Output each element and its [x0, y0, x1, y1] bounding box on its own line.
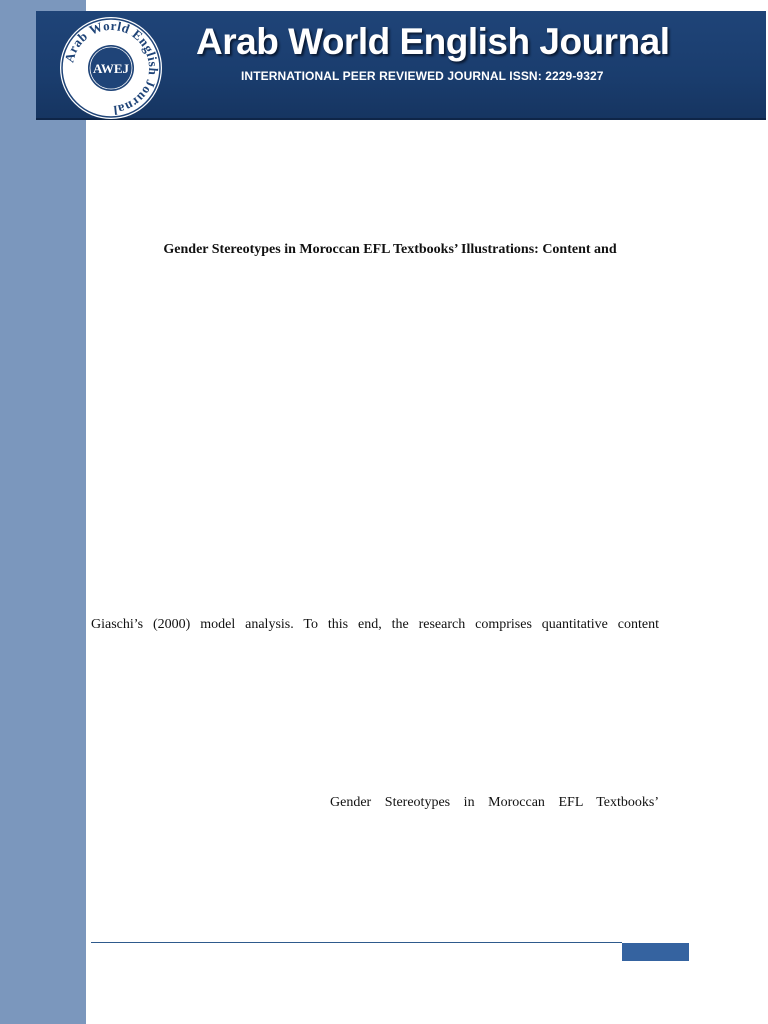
left-margin-band [0, 0, 86, 1024]
running-head: Gender Stereotypes in Moroccan EFL Textbooks’ [330, 795, 659, 810]
journal-subtitle: INTERNATIONAL PEER REVIEWED JOURNAL ISSN: 2229-9327 [241, 69, 604, 83]
paper-title: Gender Stereotypes in Moroccan EFL Textbooks’ Illustrations: Content and [163, 242, 617, 257]
svg-text:Arab World English Journal: Arab World English Journal [61, 17, 162, 118]
svg-text:AWEJ: AWEJ [92, 61, 130, 76]
journal-header-banner [36, 11, 766, 120]
page-number-box [622, 943, 689, 961]
body-text-line: Giaschi’s (2000) model analysis. To this end, the research comprises quantitative content [91, 617, 659, 632]
footer-rule [91, 942, 622, 943]
journal-title: Arab World English Journal [196, 21, 670, 62]
awej-seal-logo [58, 15, 164, 121]
